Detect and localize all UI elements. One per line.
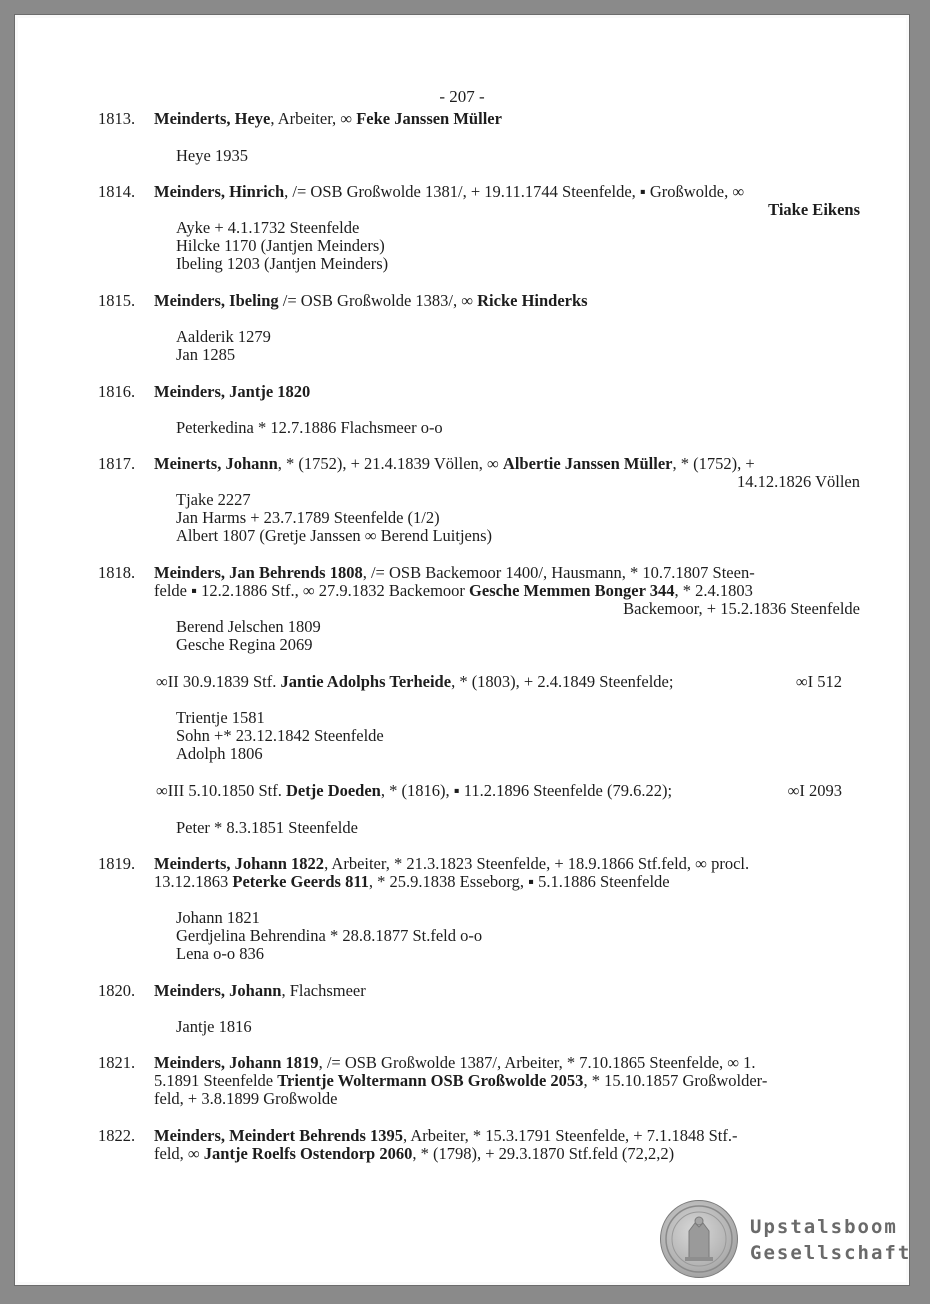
children-list bbox=[176, 491, 492, 546]
spouse-name: Peterke Geerds 811 bbox=[232, 872, 369, 891]
child-item: Trientje 1581 bbox=[176, 708, 265, 727]
children-list bbox=[176, 419, 443, 437]
child-item: Peterkedina * 12.7.1886 Flachsmeer o-o bbox=[176, 418, 443, 437]
child-item: Jan 1285 bbox=[176, 345, 236, 365]
spouse-name: Jantie Adolphs Terheide bbox=[280, 672, 452, 691]
entry-name: Meinders, Hinrich bbox=[154, 182, 285, 201]
entry-1813: 1813. Meinderts, Heye, Arbeiter, ∞ Feke Janssen Müller bbox=[98, 109, 502, 128]
entry-1822: 1822. Meinders, Meindert Behrends 1395, Arbeiter, * 15.3.1791 Steenfelde, + 7.1.1848 Stf.- feld, ∞ Jantje Roelfs Ostendorp 2060, * (1798), + 29.3.1870 Stf.feld (72,2,2) bbox=[98, 1126, 738, 1163]
child-item: Johann 1821 bbox=[176, 908, 260, 927]
spouse-name: Tiake Eikens bbox=[768, 200, 860, 219]
child-item: Adolph 1806 bbox=[176, 744, 263, 764]
child-item: Albert 1807 (Gretje Janssen ∞ Berend Luitjens) bbox=[176, 526, 493, 546]
entry-1816: 1816. Meinders, Jantje 1820 bbox=[98, 382, 311, 401]
entry-name: Meinders, Meindert Behrends 1395 bbox=[154, 1126, 404, 1145]
children-list bbox=[176, 819, 358, 837]
spouse-name: Feke Janssen Müller bbox=[356, 109, 502, 128]
entry-1817: 1817. Meinerts, Johann, * (1752), + 21.4.1839 Völlen, ∞ Albertie Janssen Müller, * (1752), + 14.12.1826 Völlen bbox=[98, 454, 860, 491]
child-item: Heye 1935 bbox=[176, 146, 248, 165]
children-list bbox=[176, 147, 248, 165]
children-list bbox=[176, 328, 271, 364]
spouse-name: Jantje Roelfs Ostendorp 2060 bbox=[203, 1144, 413, 1163]
seal-icon bbox=[660, 1200, 738, 1278]
child-item: Aalderik 1279 bbox=[176, 327, 271, 346]
spouse-name: Gesche Memmen Bonger 344 bbox=[469, 581, 675, 600]
entry-name: Meinders, Johann 1819 bbox=[154, 1053, 319, 1072]
child-item: Gerdjelina Behrendina * 28.8.1877 St.feld o-o bbox=[176, 926, 483, 946]
entry-name: Meinders, Johann bbox=[154, 981, 282, 1000]
children-list bbox=[176, 1018, 252, 1036]
child-item: Lena o-o 836 bbox=[176, 944, 264, 964]
marriage-ref: ∞I 512 bbox=[795, 672, 842, 691]
entry-name: Meinders, Jan Behrends 1808 bbox=[154, 563, 363, 582]
children-list bbox=[176, 618, 321, 654]
child-item: Berend Jelschen 1809 bbox=[176, 617, 321, 636]
logo-line-2: Gesellschaft bbox=[750, 1242, 912, 1264]
entry-1815: 1815. Meinders, Ibeling /= OSB Großwolde 1383/, ∞ Ricke Hinderks bbox=[98, 291, 588, 310]
child-item: Jantje 1816 bbox=[176, 1017, 252, 1036]
entry-name: Meinders, Ibeling bbox=[154, 291, 279, 310]
entry-1820: 1820. Meinders, Johann, Flachsmeer bbox=[98, 981, 366, 1000]
child-item: Gesche Regina 2069 bbox=[176, 635, 313, 655]
child-item: Peter * 8.3.1851 Steenfelde bbox=[176, 818, 358, 837]
child-item: Sohn +* 23.12.1842 Steenfelde bbox=[176, 726, 384, 746]
child-item: Ibeling 1203 (Jantjen Meinders) bbox=[176, 254, 389, 274]
marriage-ref: ∞I 2093 bbox=[787, 781, 842, 800]
entry-name: Meinderts, Johann 1822 bbox=[154, 854, 325, 873]
children-list bbox=[176, 219, 388, 274]
marriage-line: ∞II 30.9.1839 Stf. Jantie Adolphs Terheide, * (1803), + 2.4.1849 Steenfelde; ∞I 512 bbox=[156, 672, 842, 691]
entry-number: 1813. bbox=[98, 109, 136, 128]
marriage-line: ∞III 5.10.1850 Stf. Detje Doeden, * (1816), ▪ 11.2.1896 Steenfelde (79.6.22); ∞I 2093 bbox=[156, 781, 842, 800]
spouse-name: Albertie Janssen Müller bbox=[502, 454, 673, 473]
entry-1821: 1821. Meinders, Johann 1819, /= OSB Großwolde 1387/, Arbeiter, * 7.10.1865 Steenfelde, ∞ 1. 5.1891 Steenfelde Trientje Woltermann OSB Großwolde 2053, * 15.10.1857 Großwolder- feld, + 3.8.1899 Großwolde bbox=[98, 1053, 768, 1108]
entry-name: Meinerts, Johann bbox=[154, 454, 278, 473]
child-item: Tjake 2227 bbox=[176, 490, 251, 509]
entry-1818: 1818. Meinders, Jan Behrends 1808, /= OSB Backemoor 1400/, Hausmann, * 10.7.1807 Steen- felde ▪ 12.2.1886 Stf., ∞ 27.9.1832 Backemoor Gesche Memmen Bonger 344, * 2.4.1803 Backemoor, + 15.2.1836 Steenfelde bbox=[98, 563, 860, 618]
child-item: Jan Harms + 23.7.1789 Steenfelde (1/2) bbox=[176, 508, 440, 528]
children-list bbox=[176, 909, 482, 964]
entry-name: Meinderts, Heye bbox=[154, 109, 271, 128]
entry-1819: 1819. Meinderts, Johann 1822, Arbeiter, * 21.3.1823 Steenfelde, + 18.9.1866 Stf.feld, ∞ procl. 13.12.1863 Peterke Geerds 811, * 25.9.1838 Esseborg, ▪ 5.1.1886 Steenfelde bbox=[98, 854, 750, 891]
spouse-name: Trientje Woltermann OSB Großwolde 2053 bbox=[277, 1071, 584, 1090]
child-item: Hilcke 1170 (Jantjen Meinders) bbox=[176, 236, 385, 256]
society-logo-text bbox=[750, 1214, 911, 1266]
child-item: Ayke + 4.1.1732 Steenfelde bbox=[176, 218, 360, 237]
spouse-name: Ricke Hinderks bbox=[477, 291, 588, 310]
logo-line-1: Upstalsboom bbox=[750, 1216, 898, 1238]
entry-1814: 1814. Meinders, Hinrich, /= OSB Großwolde 1381/, + 19.11.1744 Steenfelde, ▪ Großwolde, ∞ Tiake Eikens bbox=[98, 182, 860, 219]
entry-name: Meinders, Jantje 1820 bbox=[154, 382, 311, 401]
page-number: - 207 - bbox=[439, 87, 485, 106]
children-list bbox=[176, 709, 384, 764]
spouse-name: Detje Doeden bbox=[286, 781, 381, 800]
